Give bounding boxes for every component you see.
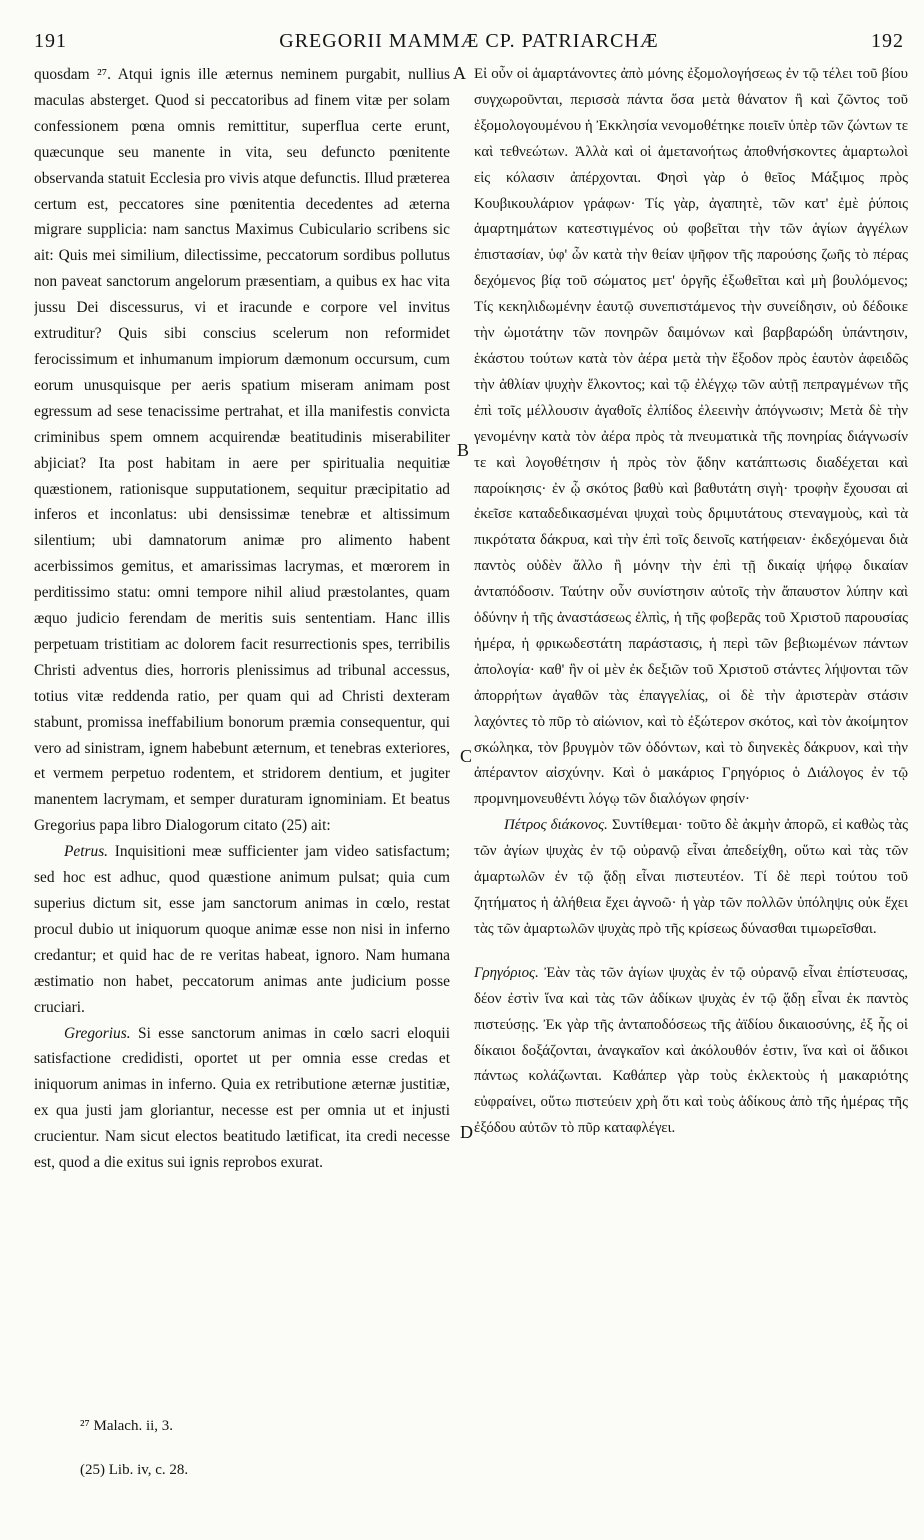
running-header <box>34 30 904 64</box>
latin-column <box>34 62 450 1452</box>
page-number-left: 191 <box>34 30 67 52</box>
latin-paragraph-gregorius <box>34 1021 450 1176</box>
page-number-right: 192 <box>871 30 904 52</box>
greek-paragraph-petros <box>474 813 908 943</box>
greek-paragraph-gregorios <box>474 961 908 1142</box>
greek-column <box>474 62 908 1452</box>
latin-speaker-gregorius: Gregorius. <box>64 1024 131 1042</box>
latin-text-gregorius: Si esse sanctorum animas in cœlo sacri eloquii satisfactione credidisti, oportet ut per omnia esse credas et iniquorum animas in inferno. Quia ex retributione æternæ justitiæ, ex qua justi jam gloriantur, necesse est per omnia ut et injusti crucientur. Nam sicut electos beatitudo lætificat, ita credi necesse est, quod a die exitus sui ignis reprobos exurat. <box>34 1024 450 1172</box>
greek-speaker-gregorios: Γρηγόριος. <box>474 964 539 981</box>
footnote-lib: (25) Lib. iv, c. 28. <box>80 1462 189 1478</box>
section-marker-a: A <box>453 63 466 83</box>
greek-speaker-petros: Πέτρος διάκονος. <box>504 817 608 834</box>
greek-text-gregorios: Ἐὰν τὰς τῶν ἁγίων ψυχὰς ἐν τῷ οὐρανῷ εἶναι ἐπίστευσας, δέον ἐστὶν ἵνα καὶ τὰς τῶν ἀδίκων ψυχὰς ἐν τῷ ᾅδῃ εἶναι ἐκ παντὸς πιστεύσῃς. Ἐκ γὰρ τῆς ἀνταποδόσεως τῆς ἀϊδίου δικαιοσύνης, ἐξ ἧς οἱ δίκαιοι δοξάζονται, ἀναγκαῖον καὶ ἀκόλουθόν ἐστιν, ἵνα καὶ οἱ ἄδικοι πάντως κολάζωνται. Καθάπερ γὰρ τοὺς ἐκλεκτοὺς ἡ μακαριότης εὐφραίνει, οὕτω πιστεύειν χρὴ ὅτι καὶ τοὺς ἀδίκους ἀπὸ τῆς ἡμέρας τῆς ἐξόδου αὐτῶν τὸ πῦρ καταφλέγει. <box>474 964 908 1137</box>
latin-speaker-petrus: Petrus. <box>64 843 109 861</box>
latin-text-petrus: Inquisitioni meæ sufficienter jam video satisfactum; sed hoc est adhuc, quod quæstione animum pulsat; quia cum superius dictum sit, esse jam sanctorum animas in cœlo, restat procul dubio ut iniquorum quoque animæ esse non nisi in inferno credantur; et quid hac de re veritas habeat, ignoro. Nam humana æstimatio non habet, peccatorum animas ante judicium posse cruciari. <box>34 843 450 1016</box>
latin-paragraph-petrus <box>34 839 450 1020</box>
paragraph-gap <box>474 943 908 961</box>
section-marker-b: B <box>457 440 470 460</box>
footnote-malachi: ²⁷ Malach. ii, 3. <box>80 1418 174 1434</box>
running-title: GREGORII MAMMÆ CP. PATRIARCHÆ <box>279 30 659 52</box>
latin-paragraph-1: quosdam ²⁷. Atqui ignis ille æternus neminem purgabit, nullius maculas absterget. Quod si peccatoribus ad finem vitæ per solam confessionem pœna omnis remittitur, superflua certe erunt, quæcunque seu manente in vita, seu defuncto pœnitente observanda statuit Ecclesia pro vivis atque defunctis. Illud præterea certum est, peccatores sine pœnitentia decedentes ad æterna migrare supplicia: nam sanctus Maximus Cubiculario scribens sic ait: Quis mei similium, dilectissime, peccatorum sordibus pollutus non paveat sanctorum angelorum præsentiam, a quibus ex hac vita jussu Dei discessurus, vi et iracunde e corpore vel invitus extruditur? Quis sibi conscius scelerum non reformidet ferocissimum et inhumanum impiorum dæmonum occursum, cum eorum unusquisque per aeris spatium miseram animam post egressum ad sese tenacissime pertrahat, et illa manifestis convicta criminibus spem omnem acquirendæ beatitudinis miserabiliter abjiciat? Ita post habitam in aere per spiritualia nequitiæ quæstionem, rationisque supputationem, sequitur præcipitatio ad inferos et inconlatus: ubi densissimæ tenebræ et altissimum silentium; ubi damnatorum animæ pro alimento habent acerbissimos gemitus, et amarissimas lacrymas, et mœrorem in perditissimo statu: omni tempore nihil aliud præstolantes, quam æquo judicio ferendam de meritis suis sententiam. Hanc illis perpetuam tristitiam ac dolorem facit resurrectionis spes, terribilis Christi adventus dies, horroris plenissimus ad tribunal accessus, totius vitæ reddenda ratio, per quam qui ad Christi dexteram stabunt, promissa ineffabilium bonorum præmia consequentur, qui vero ad sinistram, ignem habebunt æternum, et tenebras exteriores, et vermem perpetuo rodentem, et stridorem dentium, et jugiter manentem lacrymam, et semper duraturam ignominiam. Et beatus Gregorius papa libro Dialogorum citato (25) ait: <box>34 66 450 835</box>
greek-paragraph-1: Εἰ οὖν οἱ ἁμαρτάνοντες ἀπὸ μόνης ἐξομολογήσεως ἐν τῷ τέλει τοῦ βίου συγχωροῦνται, περισσὰ πάντα ὅσα μετὰ θάνατον ἢ καὶ ζῶντος τοῦ ἐξομολογουμένου ἡ Ἐκκλησία νενομοθέτηκε ποιεῖν ὑπὲρ τῶν ζώντων τε καὶ τεθνεώτων. Ἀλλὰ καὶ οἱ ἀμετανοήτως ἀποθνήσκοντες ἁμαρτωλοὶ εἰς κόλασιν ἀπέρχονται. Φησὶ γὰρ ὁ θεῖος Μάξιμος πρὸς Κουβικουλάριον γράφων· Τίς γὰρ, ἀγαπητὲ, τῶν κατ' ἐμὲ ῥύποις ἁμαρτημάτων κατεστιγμένος οὐ φοβεῖται τὴν τῶν ἁγίων ἀγγέλων ἐπιστασίαν, ὑφ' ὧν κατὰ τὴν θείαν ψῆφον τῆς παρούσης ζωῆς τὸ πέρας δεχόμενος βίᾳ τοῦ σώματος μετ' ὀργῆς ἐξωθεῖται καὶ μὴ βουλόμενος; Τίς κεκηλιδωμένην ἑαυτῷ συνεπιστάμενος τὴν συνείδησιν, οὐ δέδοικε τὴν ὠμοτάτην τῶν πονηρῶν δαιμόνων καὶ βαρβαρώδη ὑπάντησιν, ἑκάστου τούτων κατὰ τὸν ἀέρα μετὰ τὴν ἔξοδον πρὸς ἑαυτὸν ἀφειδῶς τὴν ἀθλίαν ψυχὴν ἕλκοντος; καὶ τῷ ἐλέγχῳ τῶν αὐτῇ πεπραγμένων τῆς ἐπὶ τοῖς μέλλουσιν ἀγαθοῖς ἐλπίδος ἐλεεινὴν ἀπόγνωσιν; Μετὰ δὲ τὴν γενομένην κατὰ τὸν ἀέρα πρὸς τὰ πνευματικὰ τῆς πονηρίας διάγνωσίν τε καὶ λογοθέτησιν ἡ πρὸς τὸν ᾅδην κατάπτωσις διαδέχεται καὶ παροίκησις· ἐν ᾧ σκότος βαθὺ καὶ βαθυτάτη σιγὴ· τροφὴν ἔχουσαι αἱ ἐκεῖσε καταδεδικασμέναι ψυχαὶ τοὺς δριμυτάτους στεναγμοὺς, καὶ τὰ πικρότατα δάκρυα, καὶ τὴν ἐπὶ τοῖς δεινοῖς κατήφειαν· ἐκδεχόμεναι διὰ παντὸς οὐδὲν ἄλλο ἢ μόνην τὴν ἐπὶ τῇ δικαίᾳ ψήφῳ δικαίαν ἀνταπόδοσιν. Ταύτην οὖν συνίστησιν αὐτοῖς τὴν ἄπαυστον λύπην καὶ ὀδύνην ἡ τῆς ἀναστάσεως ἐλπὶς, ἡ τῆς φοβερᾶς τοῦ Χριστοῦ παρουσίας ἡμέρα, ἡ φρικωδεστάτη παράστασις, ἡ περὶ τῶν βεβιωμένων πάντων ἀπολογία· καθ' ἣν οἱ μὲν ἐκ δεξιῶν τοῦ Χριστοῦ στάντες λήψονται τῶν ἀπορρήτων ἀγαθῶν τὰς ἐπαγγελίας, οἱ δὲ τὴν ἀριστερὰν στάσιν λαχόντες τὸ πῦρ τὸ αἰώνιον, καὶ τὸ ἐξώτερον σκότος, καὶ τὸν ἀκοίμητον σκώληκα, τὸν βρυγμὸν τῶν ὀδόντων, καὶ τὸ διηνεκὲς δάκρυον, καὶ τὴν ἀπέραντον αἰσχύνην. Καὶ ὁ μακάριος Γρηγόριος ὁ Διάλογος ἐν τῷ προμνημονευθέντι λόγῳ τῶν διαλόγων φησίν· <box>474 66 908 808</box>
section-marker-c: C <box>460 746 473 766</box>
section-marker-d: D <box>460 1122 473 1142</box>
greek-text-petros: Συντίθεμαι· τοῦτο δὲ ἀκμὴν ἀπορῶ, εἰ καθὼς τὰς τῶν ἁγίων ψυχὰς ἐν τῷ οὐρανῷ εἶναι ἀπεδείχθη, οὕτω καὶ τὰς τῶν ἁμαρτωλῶν ἐν τῷ ᾅδῃ εἶναι πιστευτέον. Τί δὲ περὶ τούτου τοῦ ζητήματος ἡ ἀλήθεια ἔχει ἀγνοῶ· ἡ γὰρ τῶν πολλῶν ὑπόληψις οὐκ ἔχει τὰς τῶν ἁμαρτωλῶν ψυχὰς πρὸ τῆς κρίσεως δύνασθαι τιμωρεῖσθαι. <box>474 817 908 937</box>
